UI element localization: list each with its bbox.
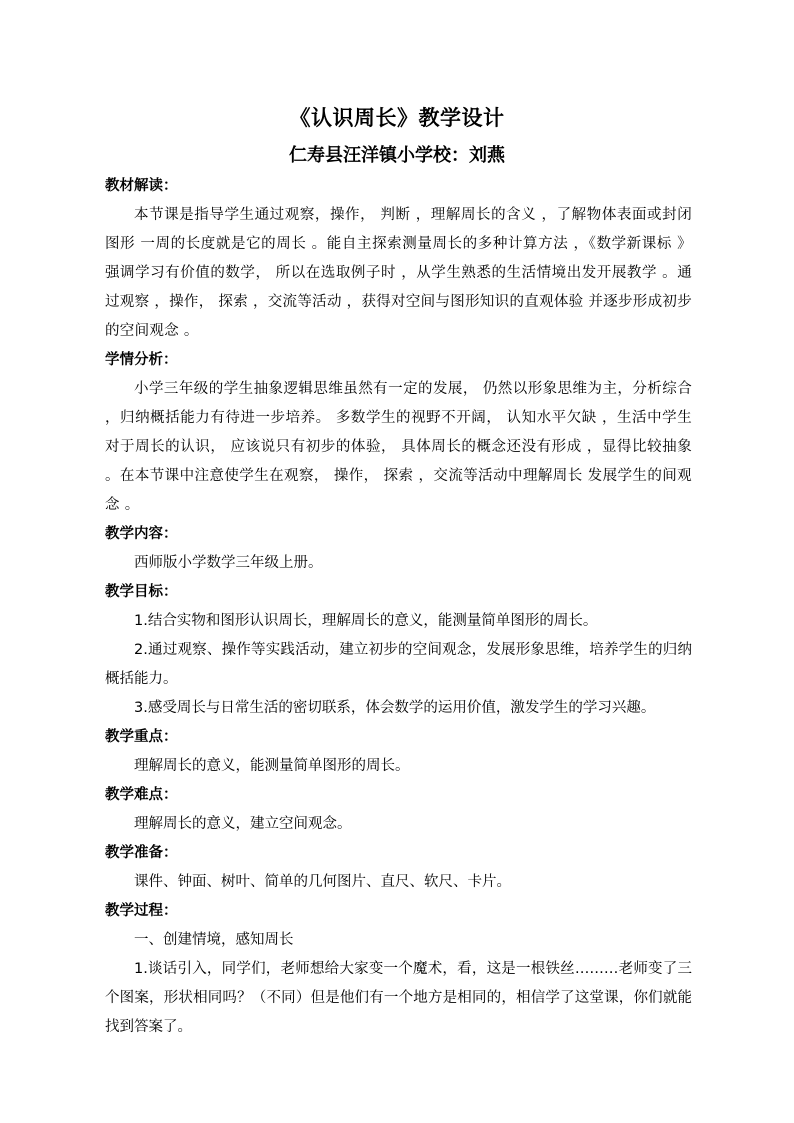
section-heading-goals: 教学目标： — [105, 584, 178, 600]
section-body-preparation: 课件、钟面、树叶、简单的几何图片、直尺、软尺、卡片。 — [134, 874, 511, 890]
section-body-difficulties: 理解周长的意义，建立空间观念。 — [134, 816, 352, 832]
section-heading-content: 教学内容： — [105, 526, 178, 542]
section-heading-difficulties: 教学难点： — [105, 787, 178, 803]
section-heading-preparation: 教学准备： — [105, 845, 178, 861]
goal-item: 2.通过观察、操作等实践活动，建立初步的空间观念，发展形象思维，培养学生的归纳概括能力。 — [105, 642, 692, 687]
section-heading-textbook: 教材解读： — [105, 178, 178, 194]
section-heading-students: 学情分析： — [105, 352, 178, 368]
process-step-body: 1.谈话引入，同学们，老师想给大家变一个魔术，看，这是一根铁丝………老师变了三个图案，形状相同吗？（不同）但是他们有一个地方是相同的，相信学了这堂课，你们就能找到答案了。 — [105, 961, 692, 1035]
section-body-content: 西师版小学数学三年级上册。 — [134, 555, 323, 571]
document-author: 仁寿县汪洋镇小学校：刘燕 — [289, 145, 505, 166]
goal-item: 1.结合实物和图形认识周长，理解周长的意义，能测量简单图形的周长。 — [134, 613, 598, 629]
section-body-textbook: 本节课是指导学生通过观察，操作， 判断 ，理解周长的含义 ，了解物体表面或封闭图形 一周的长度就是它的周长 。能自主探索测量周长的多种计算方法 ，《数学新课标 》强调学习有价值的数学， 所以在选取例子时 ，从学生熟悉的生活情境出发开展教学 。通过观察 ，操作， 探索 ，交流等活动 ，获得对空间与图形知识的直观体验 并逐步形成初步的空间观念 。 — [105, 207, 692, 339]
section-body-students: 小学三年级的学生抽象逻辑思维虽然有一定的发展， 仍然以形象思维为主，分析综合 ，归纳概括能力有待进一步培养。 多数学生的视野不开阔， 认知水平欠缺 ，生活中学生对于周长的认识， 应该说只有初步的体验， 具体周长的概念还没有形成 ，显得比较抽象 。在本节课中注意使学生在观察， 操作， 探索 ，交流等活动中理解周长 发展学生的间观念 。 — [105, 381, 692, 513]
goal-item: 3.感受周长与日常生活的密切联系，体会数学的运用价值，激发学生的学习兴趣。 — [134, 700, 656, 716]
section-heading-process: 教学过程： — [105, 903, 178, 919]
document-title: 《认识周长》教学设计 — [289, 105, 505, 130]
section-body-key-points: 理解周长的意义，能测量简单图形的周长。 — [134, 758, 410, 774]
section-heading-key-points: 教学重点： — [105, 729, 178, 745]
document-body — [105, 172, 692, 1042]
process-step-title: 一、创建情境，感知周长 — [134, 932, 294, 948]
